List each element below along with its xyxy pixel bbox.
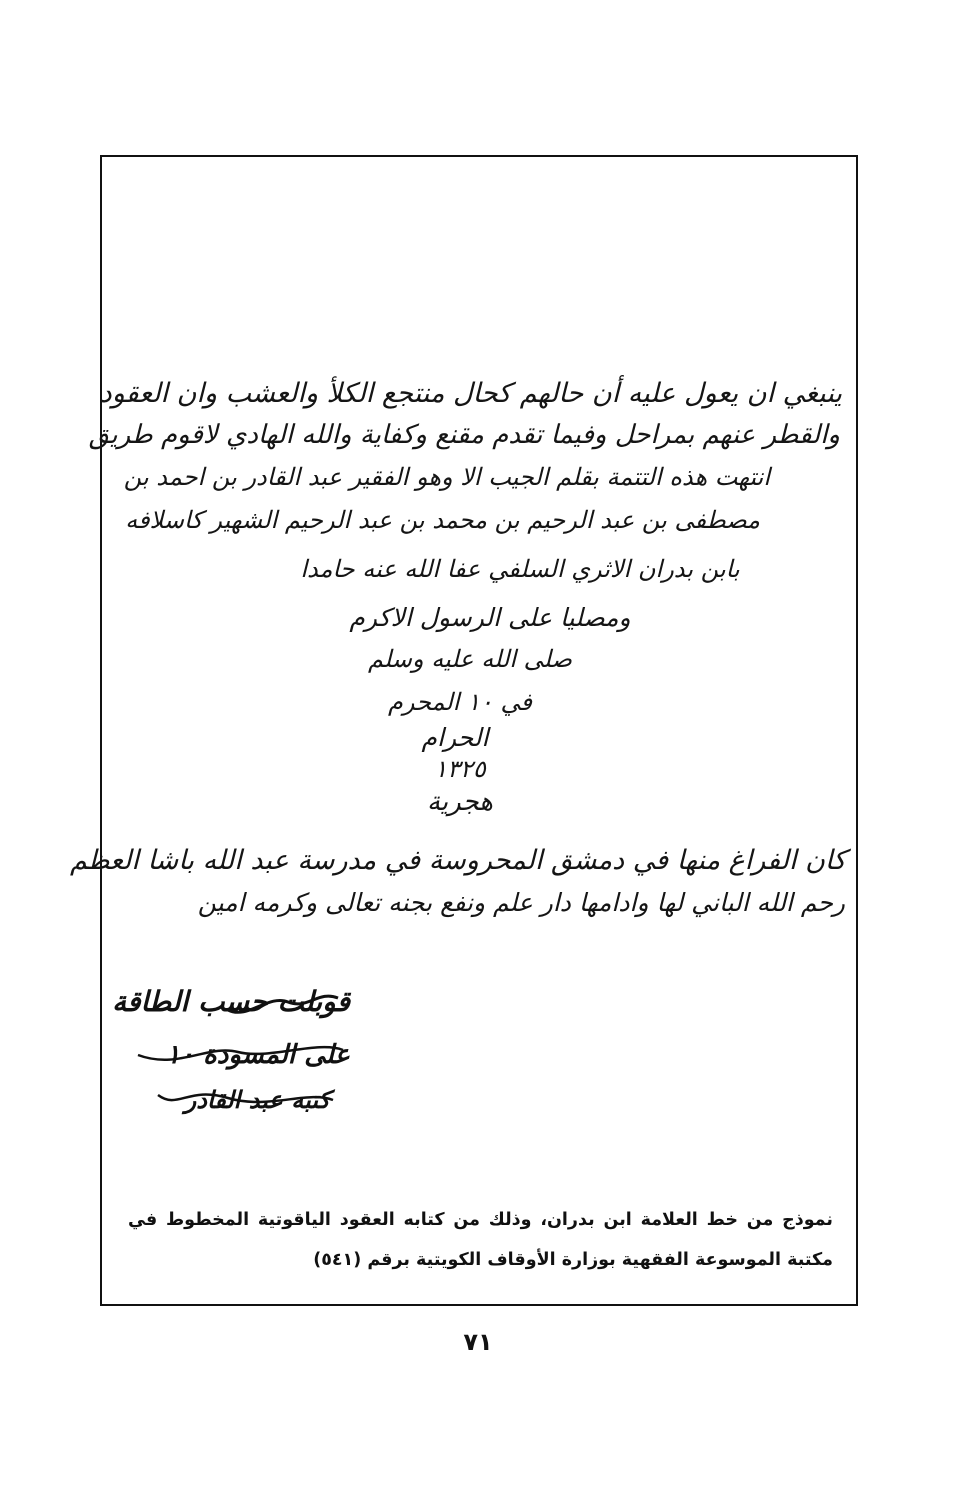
manuscript-date-year: ١٣٢٥ bbox=[434, 755, 486, 783]
page-number: ٧١ bbox=[463, 1328, 493, 1356]
caption-line-2: مكتبة الموسوعة الفقهية بوزارة الأوقاف الكويتية برقم (٥٤١) bbox=[313, 1250, 833, 1270]
signature-line-1: قوبلت حسب الطاقة bbox=[112, 985, 350, 1018]
manuscript-date-day: في ١٠ المحرم bbox=[388, 688, 532, 716]
manuscript-line-4: مصطفى بن عبد الرحيم بن محمد بن عبد الرحيم الشهير كاسلافه bbox=[125, 506, 760, 534]
manuscript-line-1: ينبغي ان يعول عليه أن حالهم كحال منتجع الكلأ والعشب وان العقود bbox=[99, 378, 842, 409]
manuscript-line-6: ومصليا على الرسول الاكرم bbox=[349, 603, 631, 632]
signature-line-2: على المسودة ١٠ bbox=[166, 1040, 350, 1070]
manuscript-line-5: بابن بدران الاثري السلفي عفا الله عنه حامدا bbox=[300, 555, 740, 583]
caption-line-1: نموذج من خط العلامة ابن بدران، وذلك من كتابه العقود الياقوتية المخطوط في bbox=[128, 1210, 833, 1230]
manuscript-date-era: هجرية bbox=[426, 787, 493, 817]
manuscript-date-month: الحرام bbox=[421, 723, 489, 752]
manuscript-line-colophon-1: كان الفراغ منها في دمشق المحروسة في مدرسة عبد الله باشا العظم bbox=[69, 845, 846, 876]
signature-line-3: كتبه عبد القادر bbox=[184, 1085, 330, 1114]
manuscript-line-7: صلى الله عليه وسلم bbox=[368, 645, 572, 673]
manuscript-line-3: انتهت هذه التتمة بقلم الجيب الا وهو الفقير عبد القادر بن احمد بن bbox=[123, 463, 770, 491]
manuscript-line-2: والقطر عنهم بمراحل وفيما تقدم مقنع وكفاية والله الهادي لاقوم طريق bbox=[88, 420, 840, 450]
manuscript-line-colophon-2: رحم الله الباني لها وادامها دار علم ونفع بجنه تعالى وكرمه امين bbox=[197, 888, 845, 917]
